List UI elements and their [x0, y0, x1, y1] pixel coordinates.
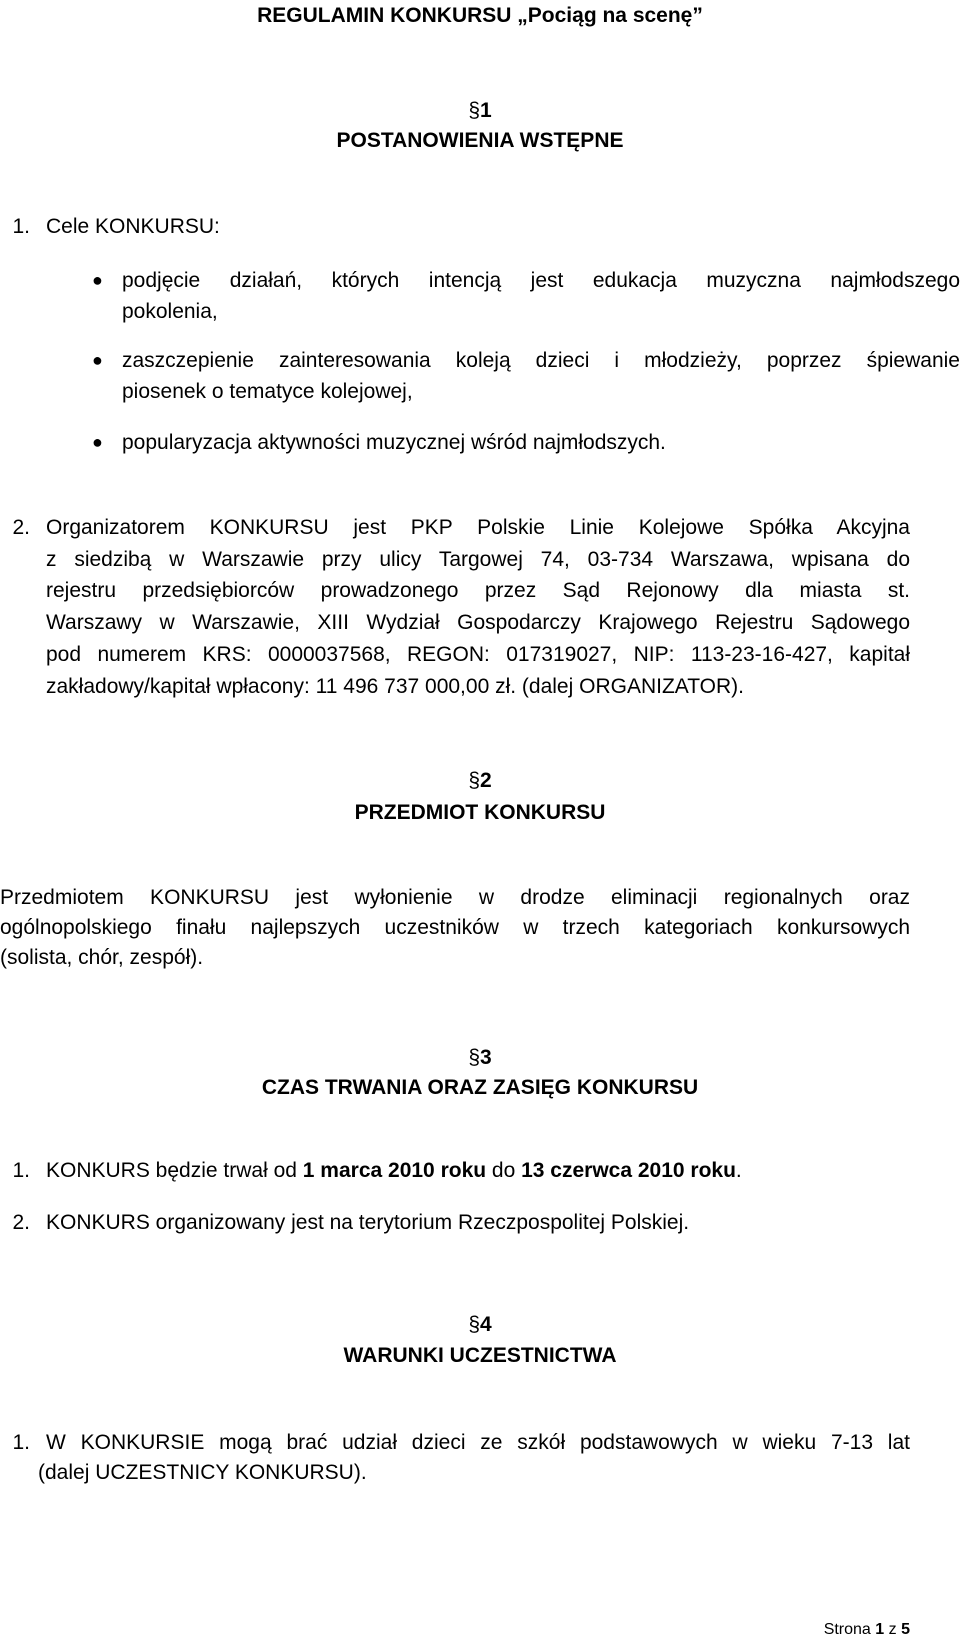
- text-line: Warszawy w Warszawie, XIII Wydział Gospodarczy Krajowego Rejestru Sądowego: [46, 611, 910, 635]
- section-4-heading: WARUNKI UCZESTNICTWA: [343, 1344, 617, 1367]
- bullet-line: piosenek o tematyce kolejowej,: [122, 380, 413, 403]
- section-2-heading: PRZEDMIOT KONKURSU: [354, 801, 606, 824]
- s4-item1-text: [46, 1428, 910, 1458]
- s3-item1-number: 1.: [12, 1159, 30, 1182]
- s1-bullet-3: [92, 427, 960, 459]
- s3-item2-text: KONKURS organizowany jest na terytorium Rzeczpospolitej Polskiej.: [46, 1211, 690, 1234]
- text-line: ogólnopolskiego finału najlepszych uczestników w trzech kategoriach konkursowych: [0, 916, 910, 939]
- section-number: 2: [480, 769, 492, 792]
- bullet-line: popularyzacja aktywności muzycznej wśród najmłodszych.: [122, 431, 666, 454]
- text-line: z siedzibą w Warszawie przy ulicy Targowej 74, 03-734 Warszawa, wpisana do: [46, 547, 910, 571]
- s4-item1-continuation: (dalej UCZESTNICY KONKURSU).: [38, 1461, 367, 1484]
- section-1-heading: POSTANOWIENIA WSTĘPNE: [336, 129, 624, 152]
- bullet-line: podjęcie działań, których intencją jest edukacja muzyczna najmłodszego: [122, 269, 960, 292]
- paragraph-sign: §: [468, 769, 480, 792]
- bullet-line: pokolenia,: [122, 300, 218, 323]
- section-number: 3: [480, 1046, 492, 1069]
- text-line: (solista, chór, zespół).: [0, 946, 204, 969]
- text-line: pod numerem KRS: 0000037568, REGON: 017319027, NIP: 113-23-16-427, kapitał: [46, 642, 910, 666]
- text-line: rejestru przedsiębiorców prowadzonego przez Sąd Rejonowy dla miasta st.: [46, 579, 910, 603]
- s1-bullet-1: [92, 265, 960, 329]
- page-of: z: [888, 1621, 897, 1638]
- page-word: Strona: [823, 1621, 871, 1638]
- s1-item2-text: [46, 512, 910, 702]
- text-line: zakładowy/kapitał wpłacony: 11 496 737 000,00 zł. (dalej ORGANIZATOR).: [46, 674, 745, 698]
- s1-item1-number: 1.: [12, 215, 30, 238]
- bullet-dot-icon: ●: [92, 350, 103, 370]
- paragraph-sign: §: [468, 1046, 480, 1069]
- page-footer: [824, 1618, 910, 1642]
- s1-item1-text: Cele KONKURSU:: [46, 215, 220, 238]
- page-current: 1: [875, 1621, 885, 1638]
- section-4-number: [0, 1312, 960, 1338]
- paragraph-sign: §: [468, 1313, 480, 1336]
- start-date: 1 marca 2010 roku: [302, 1159, 487, 1182]
- s3-item2-number: 2.: [12, 1211, 30, 1234]
- bullet-line: zaszczepienie zainteresowania koleją dzieci i młodzieży, poprzez śpiewanie: [122, 349, 960, 372]
- section-1-number: [0, 98, 960, 124]
- page-total: 5: [901, 1621, 910, 1638]
- s2-text: [0, 883, 910, 973]
- end-date: 13 czerwca 2010 roku: [521, 1159, 736, 1182]
- section-number: 4: [480, 1313, 492, 1336]
- text-line: Organizatorem KONKURSU jest PKP Polskie Linie Kolejowe Spółka Akcyjna: [46, 516, 910, 539]
- bullet-dot-icon: ●: [92, 432, 103, 452]
- paragraph-sign: §: [468, 99, 480, 122]
- section-2-number: [0, 768, 960, 794]
- bullet-dot-icon: ●: [92, 270, 103, 290]
- s3-item1-text: KONKURS będzie trwał od 1 marca 2010 roku do 13 czerwca 2010 roku.: [46, 1159, 742, 1182]
- s1-bullet-2: [92, 345, 960, 409]
- s4-item1-number: 1.: [12, 1431, 30, 1454]
- section-number: 1: [480, 99, 492, 122]
- s1-item2-number: 2.: [12, 516, 30, 539]
- section-3-heading: CZAS TRWANIA ORAZ ZASIĘG KONKURSU: [261, 1076, 699, 1099]
- document-title: REGULAMIN KONKURSU „Pociąg na scenę”: [257, 4, 703, 27]
- text-line: W KONKURSIE mogą brać udział dzieci ze szkół podstawowych w wieku 7-13 lat: [46, 1431, 910, 1454]
- text-line: Przedmiotem KONKURSU jest wyłonienie w drodze eliminacji regionalnych oraz: [0, 886, 910, 909]
- section-3-number: [0, 1045, 960, 1071]
